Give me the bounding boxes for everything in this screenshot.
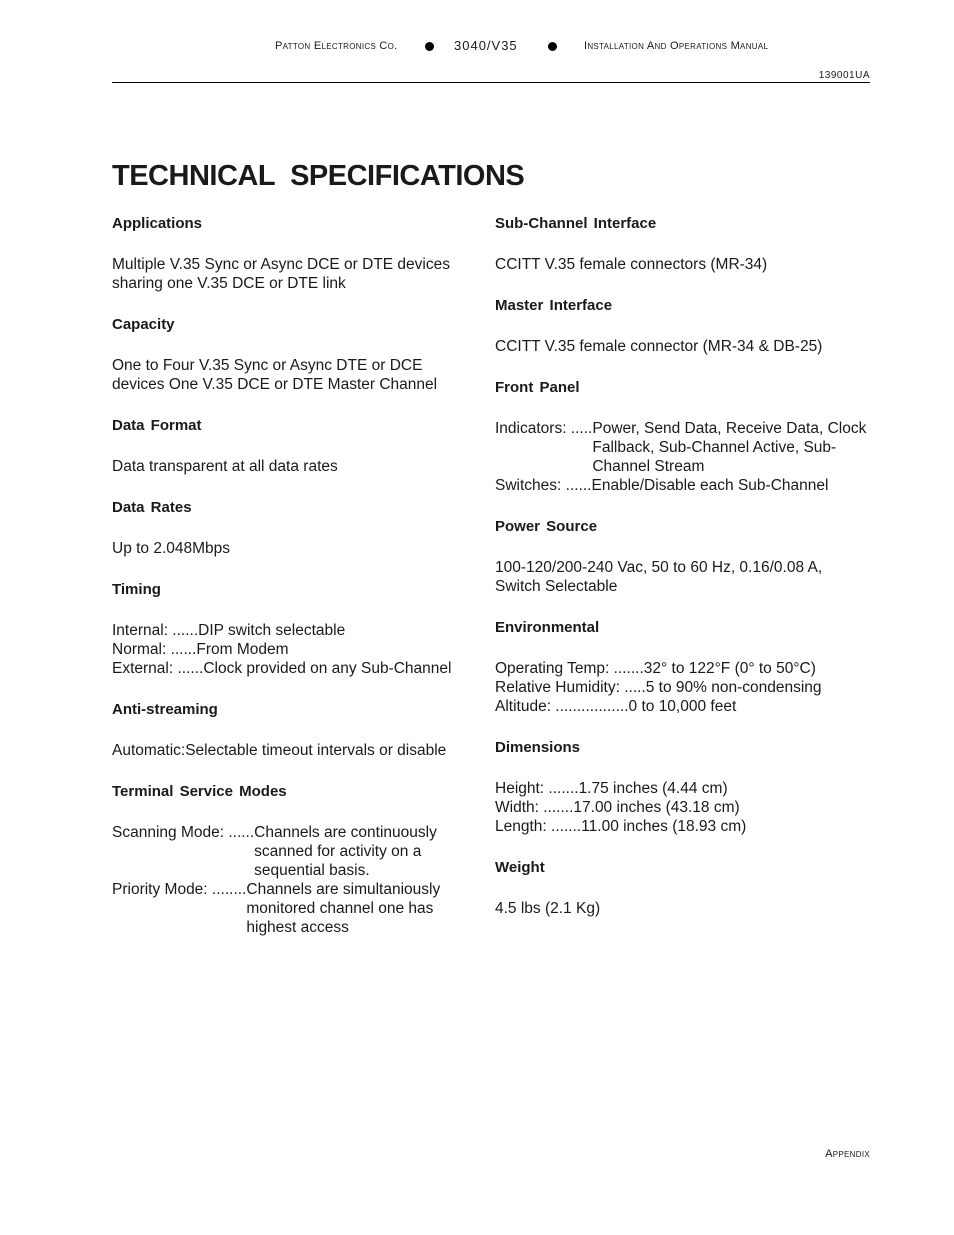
spec-label: External: ...... (112, 660, 204, 677)
model-number: 3040/V35 (454, 38, 518, 53)
spec-list (112, 621, 472, 678)
spec-label: Relative Humidity: ..... (495, 679, 646, 696)
footer-section-label: Appendix (825, 1148, 870, 1160)
manual-title: Installation And Operations Manual (584, 40, 769, 52)
spec-row (495, 659, 870, 678)
left-column (112, 214, 472, 959)
section-text: Automatic:Selectable timeout intervals or disable (112, 742, 447, 759)
spec-label: Operating Temp: ....... (495, 660, 644, 677)
spec-label: Priority Mode: ........ (112, 881, 247, 898)
spec-label: Switches: ...... (495, 477, 592, 494)
environmental-section (495, 618, 870, 716)
page-title: TECHNICAL SPECIFICATIONS (112, 160, 525, 192)
section-heading: Power Source (495, 518, 598, 535)
running-header (0, 38, 954, 58)
spec-row (495, 779, 870, 798)
spec-row (495, 678, 870, 697)
spec-list (112, 823, 472, 937)
spec-value: 1.75 inches (4.44 cm) (578, 780, 728, 797)
spec-row (112, 621, 472, 640)
section-text: Multiple V.35 Sync or Async DCE or DTE devices sharing one V.35 DCE or DTE link (112, 256, 450, 292)
spec-label: Scanning Mode: ...... (112, 824, 255, 841)
section-heading: Applications (112, 215, 203, 232)
spec-row (495, 817, 870, 836)
spec-list (495, 419, 870, 495)
spec-label: Internal: ...... (112, 622, 199, 639)
spec-row (495, 697, 870, 716)
timing-section (112, 580, 472, 678)
spec-label: Width: ....... (495, 799, 574, 816)
spec-row (112, 640, 472, 659)
section-heading: Sub-Channel Interface (495, 215, 657, 232)
spec-label: Height: ....... (495, 780, 579, 797)
spec-value: From Modem (196, 641, 289, 658)
spec-value: 5 to 90% non-condensing (645, 679, 822, 696)
spec-value: Enable/Disable each Sub-Channel (591, 477, 829, 494)
applications-section (112, 214, 472, 293)
section-heading: Data Format (112, 417, 202, 434)
spec-value: 32° to 122°F (0° to 50°C) (643, 660, 816, 677)
spec-label: Altitude: ................. (495, 698, 629, 715)
section-text: CCITT V.35 female connectors (MR-34) (495, 256, 768, 273)
spec-row (495, 476, 870, 495)
company-name: Patton Electronics Co. (275, 40, 398, 52)
section-text: Data transparent at all data rates (112, 458, 338, 475)
right-column (495, 214, 870, 940)
section-text: 100-120/200-240 Vac, 50 to 60 Hz, 0.16/0.08 A, Switch Selectable (495, 559, 823, 595)
section-heading: Anti-streaming (112, 701, 218, 718)
spec-label: Length: ....... (495, 818, 582, 835)
terminal-modes-section (112, 782, 472, 937)
spec-row (112, 659, 472, 678)
section-heading: Timing (112, 581, 161, 598)
spec-value: 0 to 10,000 feet (628, 698, 737, 715)
dimensions-section (495, 738, 870, 836)
section-heading: Weight (495, 859, 545, 876)
spec-list (495, 659, 870, 716)
section-text: Up to 2.048Mbps (112, 540, 231, 557)
header-rule (112, 82, 870, 83)
document-number: 139001UA (818, 70, 870, 81)
section-heading: Capacity (112, 316, 175, 333)
section-text: CCITT V.35 female connector (MR-34 & DB-25) (495, 338, 823, 355)
capacity-section (112, 315, 472, 394)
section-heading: Master Interface (495, 297, 613, 314)
spec-label: Indicators: ..... (495, 420, 593, 437)
spec-value: 11.00 inches (18.93 cm) (581, 818, 747, 835)
spec-row (495, 419, 870, 476)
spec-list (495, 779, 870, 836)
anti-streaming-section (112, 700, 472, 760)
subchannel-section (495, 214, 870, 274)
section-heading: Terminal Service Modes (112, 783, 287, 800)
spec-value: 17.00 inches (43.18 cm) (573, 799, 740, 816)
spec-label: Normal: ...... (112, 641, 197, 658)
power-section (495, 517, 870, 596)
weight-section (495, 858, 870, 918)
spec-value: DIP switch selectable (198, 622, 346, 639)
section-heading: Front Panel (495, 379, 580, 396)
data-format-section (112, 416, 472, 476)
data-rates-section (112, 498, 472, 558)
spec-value: Clock provided on any Sub-Channel (203, 660, 452, 677)
section-heading: Data Rates (112, 499, 192, 516)
section-text: One to Four V.35 Sync or Async DTE or DCE devices One V.35 DCE or DTE Master Channel (112, 357, 438, 393)
front-panel-section (495, 378, 870, 495)
section-text: 4.5 lbs (2.1 Kg) (495, 900, 601, 917)
section-heading: Environmental (495, 619, 600, 636)
section-heading: Dimensions (495, 739, 581, 756)
spec-row (112, 823, 472, 880)
spec-value: Power, Send Data, Receive Data, Clock Fallback, Sub-Channel Active, Sub-Channel Stream (592, 420, 867, 475)
spec-value: Channels are simultaniously monitored channel one has highest access (246, 881, 441, 936)
master-section (495, 296, 870, 356)
bullet-icon (425, 42, 434, 51)
spec-value: Channels are continuously scanned for activity on a sequential basis. (254, 824, 437, 879)
spec-row (112, 880, 472, 937)
spec-row (495, 798, 870, 817)
bullet-icon (548, 42, 557, 51)
